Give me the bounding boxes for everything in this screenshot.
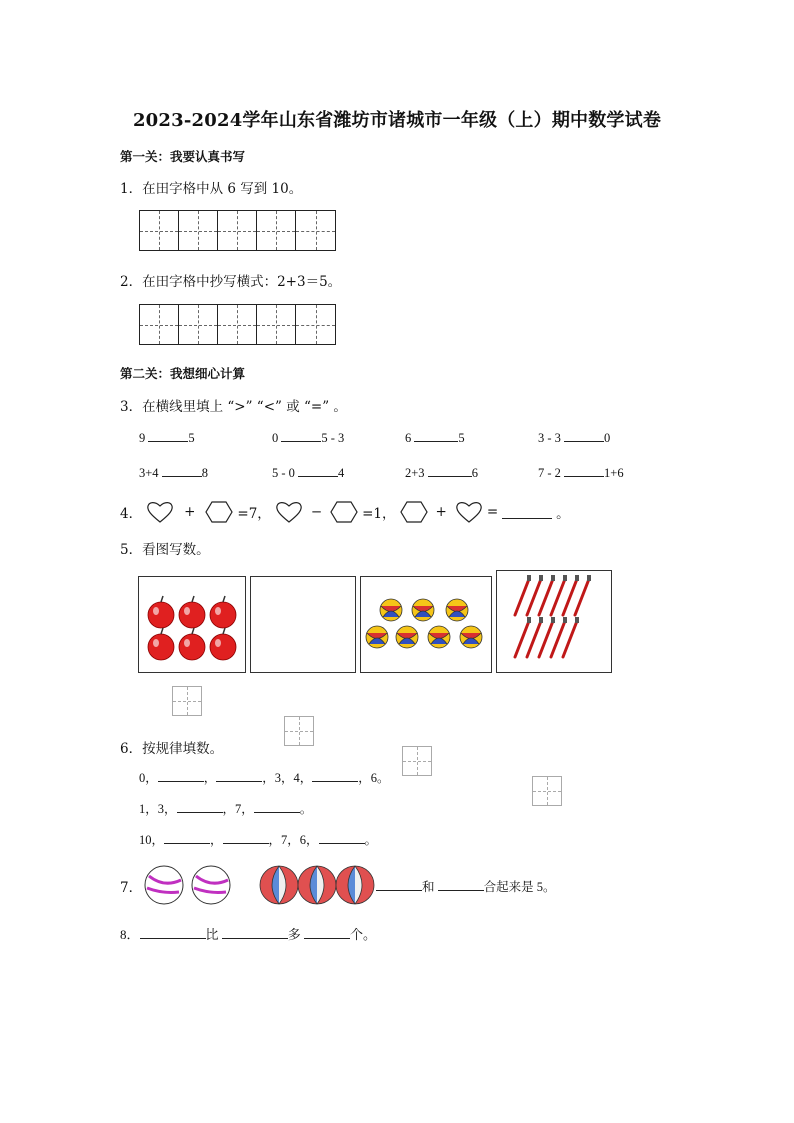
question-2: 2．在田字格中抄写横式：2+3＝5。: [120, 274, 342, 290]
volleyballs-image: [361, 577, 489, 670]
answer-blank[interactable]: [162, 464, 202, 477]
answer-blank[interactable]: [177, 800, 223, 813]
compare-item: 5 - 0 4: [272, 466, 345, 480]
hexagon-icon: [205, 500, 233, 524]
question-4: 4． + =7， − =1， + = 。: [120, 500, 570, 524]
answer-blank[interactable]: [312, 769, 358, 782]
answer-blank[interactable]: [319, 831, 365, 844]
compare-item: 9 5: [139, 431, 195, 445]
apple-box: [138, 576, 246, 673]
compare-item: 6 5: [405, 431, 465, 445]
answer-blank[interactable]: [148, 429, 188, 442]
question-3: 3．在横线里填上 “>” “<” 或 “=” 。: [120, 399, 347, 415]
answer-blank[interactable]: [140, 926, 206, 939]
compare-item: 0 5 - 3: [272, 431, 345, 445]
answer-blank[interactable]: [254, 800, 300, 813]
answer-blank[interactable]: [216, 769, 262, 782]
answer-blank[interactable]: [376, 878, 422, 891]
apples-image: [139, 577, 243, 670]
answer-blank[interactable]: [414, 429, 458, 442]
empty-box: [250, 576, 356, 673]
heart-icon: [275, 500, 303, 524]
answer-cell[interactable]: [172, 686, 202, 716]
answer-blank[interactable]: [223, 831, 269, 844]
compare-item: 2+3 6: [405, 466, 478, 480]
answer-blank[interactable]: [502, 506, 552, 519]
section-2-heading: 第二关：我想细心计算: [120, 366, 246, 381]
hexagon-icon: [330, 500, 358, 524]
answer-blank[interactable]: [298, 464, 338, 477]
answer-blank[interactable]: [564, 464, 604, 477]
answer-blank[interactable]: [281, 429, 321, 442]
question-8: 8． 比 多 个。: [120, 927, 377, 942]
writing-grid-2[interactable]: [139, 304, 336, 345]
compare-item: 3+4 8: [139, 466, 208, 480]
writing-grid-1[interactable]: [139, 210, 336, 251]
heart-icon: [455, 500, 483, 524]
answer-blank[interactable]: [158, 769, 204, 782]
question-1: 1．在田字格中从 6 写到 10。: [120, 181, 303, 197]
sequence-line-3: 10， ， ，7，6， 。: [139, 833, 378, 847]
page-title: 2023-2024学年山东省潍坊市诸城市一年级（上）期中数学试卷: [132, 110, 662, 131]
sequence-line-1: 0， ， ，3，4， ，6。: [139, 771, 390, 785]
toothbrushes-image: [497, 571, 609, 670]
answer-blank[interactable]: [222, 926, 288, 939]
compare-item: 3 - 3 0: [538, 431, 611, 445]
sequence-line-2: 1，3， ，7， 。: [139, 802, 313, 816]
answer-cell[interactable]: [532, 776, 562, 806]
answer-cell[interactable]: [402, 746, 432, 776]
answer-blank[interactable]: [438, 878, 484, 891]
question-6: 6．按规律填数。: [120, 741, 224, 757]
answer-blank[interactable]: [428, 464, 472, 477]
heart-icon: [146, 500, 174, 524]
answer-cell[interactable]: [284, 716, 314, 746]
answer-blank[interactable]: [304, 926, 350, 939]
answer-blank[interactable]: [164, 831, 210, 844]
toothbrush-box: [496, 570, 612, 673]
picture-panel: [136, 570, 614, 720]
volleyball-box: [360, 576, 492, 673]
answer-blank[interactable]: [564, 429, 604, 442]
section-1-heading: 第一关：我要认真书写: [120, 149, 246, 164]
question-7-text: 和 合起来是 5。: [376, 877, 556, 895]
balls-image: [143, 862, 375, 908]
compare-item: 7 - 2 1+6: [538, 466, 624, 480]
question-5: 5．看图写数。: [120, 542, 210, 558]
question-7-number: 7．: [120, 880, 143, 896]
hexagon-icon: [400, 500, 428, 524]
